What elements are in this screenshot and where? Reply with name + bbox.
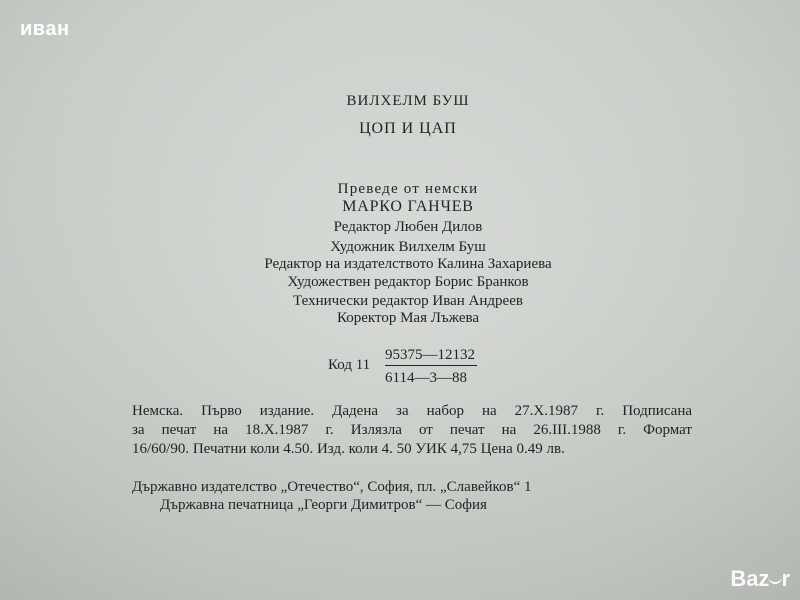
site-logo-watermark [730,566,790,592]
site-logo-text-left: Baz [730,566,770,591]
code-numerator: 95375—12132 [385,346,477,366]
publication-info-line: за печат на 18.X.1987 г. Излязла от печат на 26.III.1988 г. Формат [132,422,692,438]
code-label: Код 11 [328,357,371,373]
credit-translator: МАРКО ГАНЧЕВ [342,198,474,215]
printing-house: Държавна печатница „Георги Димитров“ — София [160,497,487,513]
publication-info-line: 16/60/90. Печатни коли 4.50. Изд. коли 4. 50 УИК 4,75 Цена 0.49 лв. [132,441,565,457]
publication-info [132,402,692,459]
code-fraction [385,346,477,387]
watermark-username: иван [20,18,70,40]
credit-technical-editor: Технически редактор Иван Андреев [293,293,523,309]
credit-art-editor: Художествен редактор Борис Бранков [287,274,529,290]
credit-editor: Редактор Любен Дилов [333,219,483,235]
site-logo-text-right: r [781,566,790,591]
book-author: ВИЛХЕЛМ БУШ [346,93,470,109]
credit-proofreader: Коректор Мая Лъжева [336,310,480,326]
publisher-address: Държавно издателство „Отечество“, София, пл. „Славейков“ 1 [132,479,532,495]
credit-translated-from: Преведе от немски [337,181,479,197]
book-title: ЦОП И ЦАП [359,120,457,137]
code-denominator: 6114—3—88 [385,370,467,386]
credit-illustrator: Художник Вилхелм Буш [330,239,486,255]
credit-publishing-editor: Редактор на издателството Калина Захариева [264,256,552,272]
smile-icon [768,574,782,584]
publication-info-line: Немска. Първо издание. Дадена за набор на 27.X.1987 г. Подписана [132,403,692,419]
